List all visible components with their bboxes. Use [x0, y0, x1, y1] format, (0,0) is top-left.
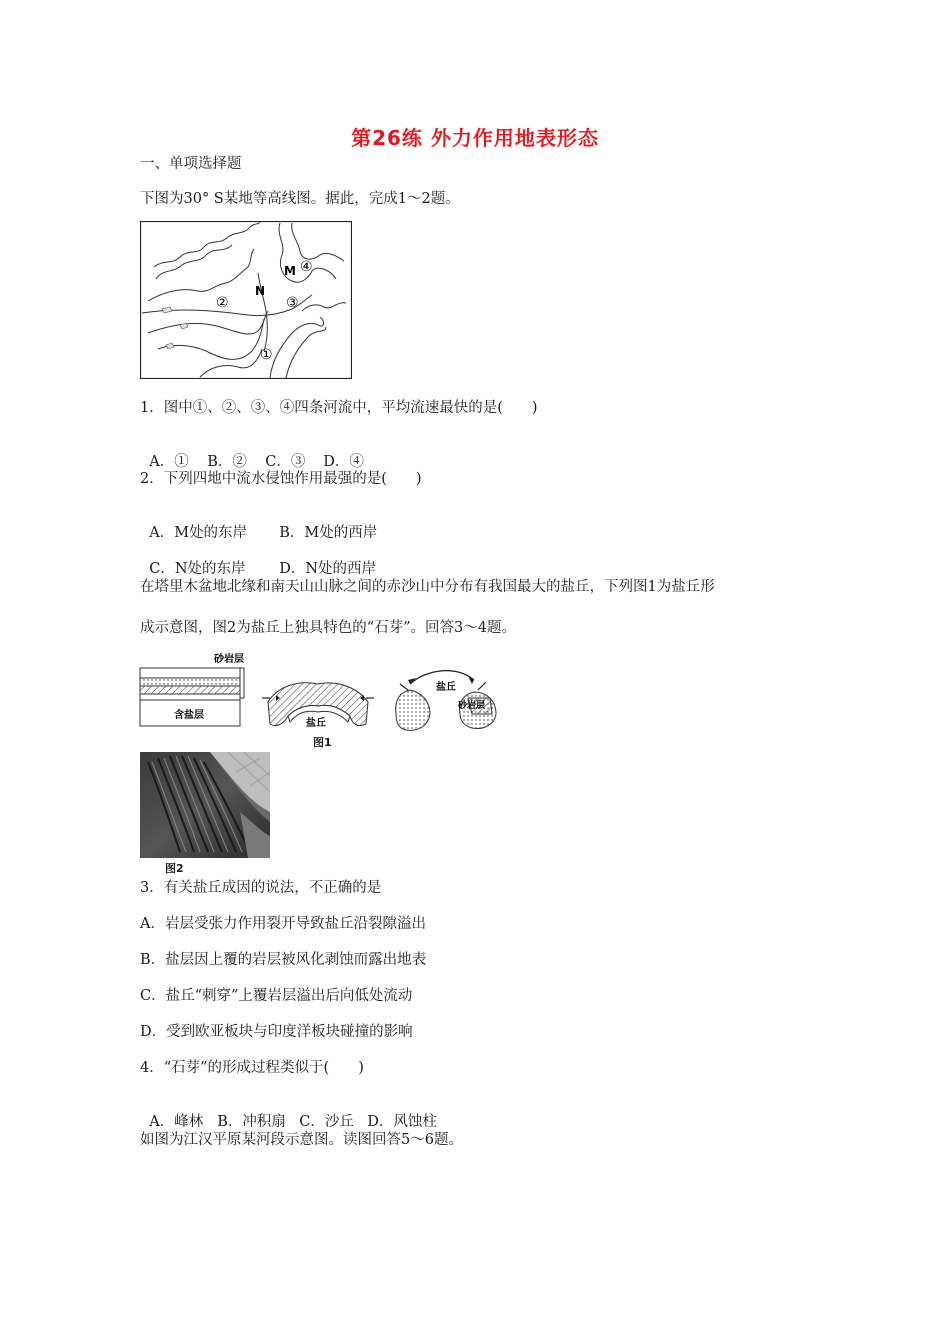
q1-options — [140, 435, 381, 471]
q2-options-row1 — [140, 506, 377, 542]
q4-stem: 4．“石芽”的形成过程类似于( ) — [140, 1060, 364, 1076]
q2-option-a[interactable]: A．M处的东岸 — [149, 525, 248, 541]
q2-options-row2 — [140, 542, 376, 578]
q3-option-a[interactable]: A．岩层受张力作用裂开导致盐丘沿裂隙溢出 — [140, 916, 426, 932]
figure-1-caption: 图1 — [313, 736, 332, 749]
fig1-label-salt-dome-b: 盐丘 — [436, 682, 456, 693]
contour-map — [140, 221, 352, 383]
q3-option-c[interactable]: C．盐丘“刺穿”上覆岩层溢出后向低处流动 — [140, 988, 413, 1004]
map-river-3: ③ — [286, 295, 299, 311]
figure-2-caption: 图2 — [165, 862, 184, 875]
fig1-label-salt-layer: 含盐层 — [174, 710, 204, 721]
q3-option-b[interactable]: B．盐层因上覆的岩层被风化剥蚀而露出地表 — [140, 952, 427, 968]
section-heading: 一、单项选择题 — [140, 156, 242, 172]
q4-option-b[interactable]: B．冲积扇 — [217, 1114, 286, 1130]
q2-stem: 2．下列四地中流水侵蚀作用最强的是( ) — [140, 471, 422, 487]
intro-q3-4-line2: 成示意图，图2为盐丘上独具特色的“石芽”。回答3～4题。 — [140, 620, 516, 636]
q4-option-c[interactable]: C．沙丘 — [299, 1114, 354, 1130]
q2-option-d[interactable]: D．N处的西岸 — [279, 561, 377, 577]
q3-stem: 3．有关盐丘成因的说法，不正确的是 — [140, 880, 382, 896]
intro-q3-4-line1: 在塔里木盆地北缘和南天山山脉之间的赤沙山中分布有我国最大的盐丘，下列图1为盐丘形 — [140, 579, 715, 595]
q1-option-d[interactable]: D．④ — [323, 454, 364, 470]
q4-option-d[interactable]: D．风蚀柱 — [367, 1114, 437, 1130]
fig1-label-sandstone: 砂岩层 — [214, 654, 244, 665]
map-river-2: ② — [216, 295, 229, 311]
q4-option-a[interactable]: A．峰林 — [149, 1114, 204, 1130]
q2-option-b[interactable]: B．M处的西岸 — [279, 525, 378, 541]
figure-2-stone-bud-photo — [140, 752, 270, 862]
q1-option-b[interactable]: B．② — [207, 454, 247, 470]
q1-option-c[interactable]: C．③ — [265, 454, 306, 470]
q1-option-a[interactable]: A．① — [149, 454, 189, 470]
q4-options — [140, 1095, 437, 1131]
q2-option-c[interactable]: C．N处的东岸 — [149, 561, 246, 577]
page-title: 第26练 外力作用地表形态 — [351, 126, 599, 150]
intro-q5-6: 如图为江汉平原某河段示意图。读图回答5～6题。 — [140, 1132, 463, 1148]
map-river-1: ① — [260, 347, 273, 363]
map-label-n: N — [255, 284, 266, 298]
fig1-label-salt-dome-a: 盐丘 — [306, 718, 326, 729]
map-river-4: ④ — [300, 259, 313, 275]
map-label-m: M — [284, 264, 296, 278]
fig1-label-sandstone-b: 砂岩层 — [458, 701, 486, 711]
q3-option-d[interactable]: D．受到欧亚板块与印度洋板块碰撞的影响 — [140, 1024, 413, 1040]
q1-stem: 1．图中①、②、③、④四条河流中，平均流速最快的是( ) — [140, 400, 538, 416]
intro-q1-2: 下图为30° S某地等高线图。据此，完成1～2题。 — [140, 191, 460, 207]
